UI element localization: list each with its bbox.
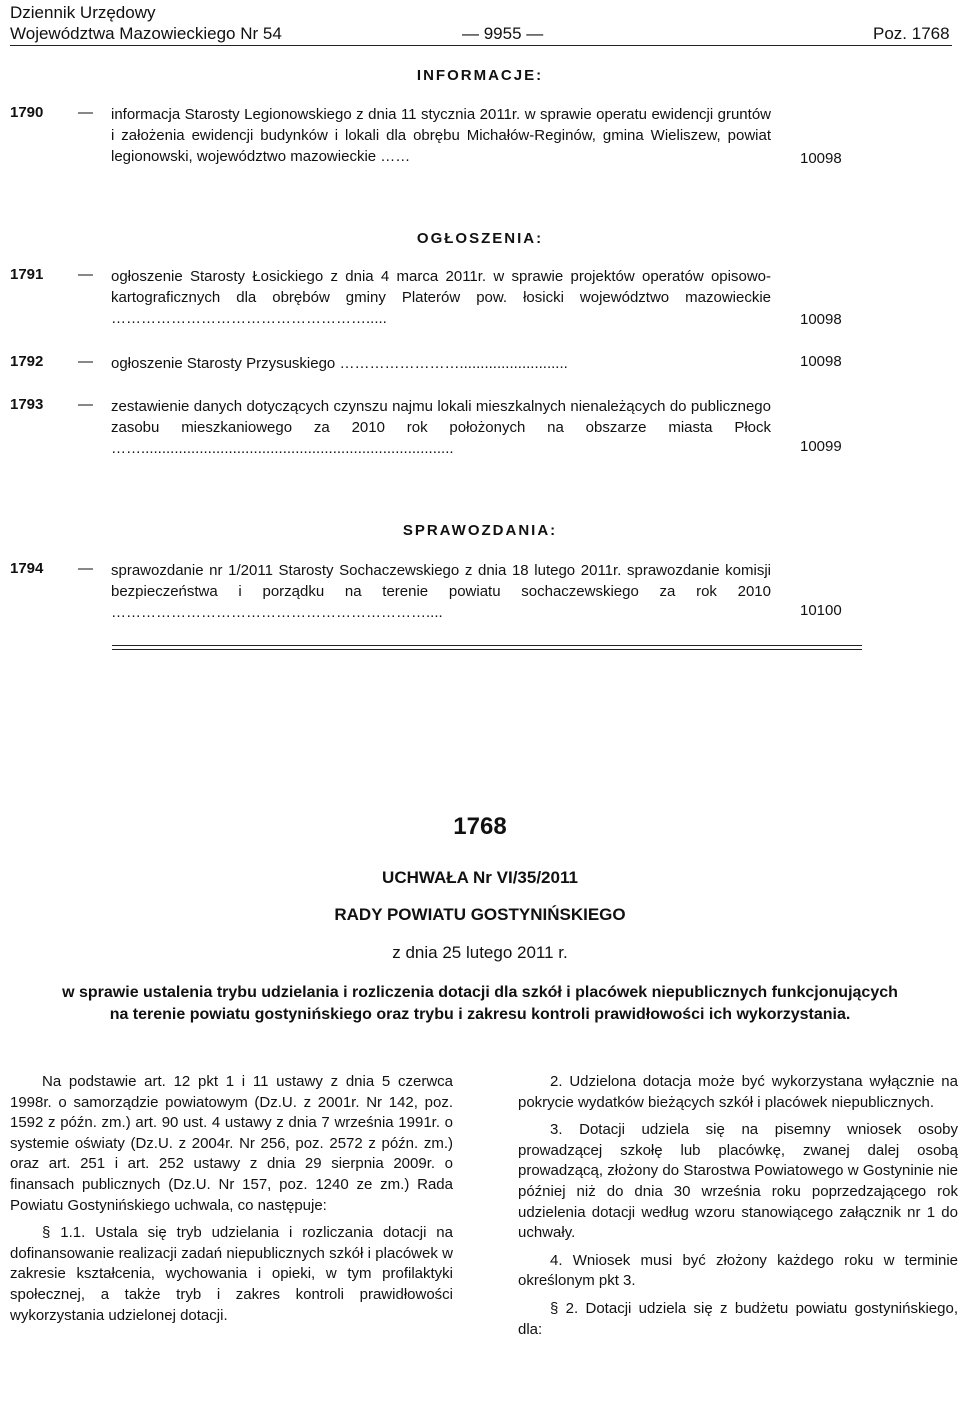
section-divider-top	[112, 645, 862, 646]
act-position-number: 1768	[453, 813, 507, 840]
header-rule	[10, 45, 952, 46]
entry-number: 1794	[10, 560, 44, 577]
section-heading-ogloszenia: OGŁOSZENIA:	[416, 230, 544, 247]
act-date: z dnia 25 lutego 2011 r.	[392, 943, 568, 962]
entry-number: 1790	[10, 104, 44, 121]
entry-page[interactable]: 10100	[800, 602, 842, 619]
page-number: — 9955 —	[462, 24, 544, 43]
left-column	[10, 1072, 453, 1333]
entry-dash: —	[78, 266, 93, 283]
entry-number: 1792	[10, 353, 44, 370]
entry-dash: —	[78, 396, 93, 413]
journal-title-line2: Województwa Mazowieckiego Nr 54	[10, 24, 282, 43]
entry-page[interactable]: 10098	[800, 353, 842, 370]
paragraph-1-1: § 1.1. Ustala się tryb udzielania i rozliczania dotacji na dofinansowanie realizacji zadań niepublicznych szkół i placówek w zakresie kształcenia, wychowania i opieki, w tym profilaktyki społecznej, a także tryb i zakres kontroli prawidłowości wykorzystania udzielonej dotacji.	[10, 1224, 453, 1324]
entry-text[interactable]: sprawozdanie nr 1/2011 Starosty Sochaczewskiego z dnia 18 lutego 2011r. sprawozdanie komisji bezpieczeństwa i porządku na terenie powiatu sochaczewskiego za rok 2010 ………………………………………………………....	[111, 562, 771, 621]
preamble-paragraph: Na podstawie art. 12 pkt 1 i 11 ustawy z dnia 5 czerwca 1998r. o samorządzie powiatowym (Dz.U. z 2001r. Nr 142, poz. 1592 z późn. zm.) art. 90 ust. 4 ustawy z dnia 7 września 1991r. o systemie oświaty (Dz.U. z 2004r. Nr 256, poz. 2572 z późn. zm.) oraz art. 251 i art. 252 ustawy z dnia 29 sierpnia 2009r. o finansach publicznych (Dz.U. Nr 157, poz. 1240 ze zm.) Rada Powiatu Gostynińskiego uchwala, co następuje:	[10, 1073, 453, 1214]
entry-number: 1793	[10, 396, 44, 413]
entry-text[interactable]: informacja Starosty Legionowskiego z dnia 11 stycznia 2011r. w sprawie operatu ewidencji gruntów i założenia ewidencji budynków i lokali dla obrębu Michałów-Reginów, gmina Wieliszew, powiat legionowski, województwo mazowieckie ……	[111, 106, 771, 165]
entry-number: 1791	[10, 266, 44, 283]
section-heading-informacje: INFORMACJE:	[416, 67, 544, 84]
right-column	[518, 1072, 958, 1347]
position-number: Poz. 1768	[873, 24, 950, 43]
entry-text[interactable]: ogłoszenie Starosty Przysuskiego ……………………..........................	[111, 355, 568, 372]
act-title: UCHWAŁA Nr VI/35/2011	[382, 868, 578, 887]
entry-page[interactable]: 10098	[800, 311, 842, 328]
entry-page[interactable]: 10098	[800, 150, 842, 167]
act-subject: w sprawie ustalenia trybu udzielania i rozliczenia dotacji dla szkół i placówek niepublicznych funkcjonujących na terenie powiatu gostynińskiego oraz trybu i zakresu kontroli prawidłowości ich wykorzystania.	[62, 984, 898, 1023]
entry-dash: —	[78, 353, 93, 370]
entry-dash: —	[78, 104, 93, 121]
entry-dash: —	[78, 560, 93, 577]
entry-page[interactable]: 10099	[800, 438, 842, 455]
paragraph-1-4: 4. Wniosek musi być złożony każdego roku w terminie określonym pkt 3.	[518, 1251, 958, 1290]
act-issuing-body: RADY POWIATU GOSTYNIŃSKIEGO	[334, 905, 626, 924]
paragraph-1-3: 3. Dotacji udziela się na pisemny wniosek osoby prowadzącej szkołę lub placówkę, zwanej dalej osobą prowadzącą, złożony do Starostwa Powiatowego w Gostyninie nie później niż do dnia 30 września roku poprzedzającego rok udzielenia dotacji według wzoru stanowiącego załącznik nr 1 do uchwały.	[518, 1121, 958, 1242]
section-heading-sprawozdania: SPRAWOZDANIA:	[402, 522, 558, 539]
paragraph-1-2: 2. Udzielona dotacja może być wykorzystana wyłącznie na pokrycie wydatków bieżących szkół i placówek niepublicznych.	[518, 1073, 958, 1111]
entry-text[interactable]: ogłoszenie Starosty Łosickiego z dnia 4 marca 2011r. w sprawie projektów operatów opisowo-kartograficznych dla obrębów gminy Platerów pow. łosicki województwo mazowieckie …………………………………………….....	[111, 268, 771, 327]
entry-text[interactable]: zestawienie danych dotyczących czynszu najmu lokali mieszkalnych nienależących do publicznego zasobu mieszkaniowego za 2010 rok położonych na obszarze miasta Płock ……...........................................................................	[111, 398, 771, 457]
paragraph-2: § 2. Dotacji udziela się z budżetu powiatu gostynińskiego, dla:	[518, 1299, 958, 1338]
section-divider-bottom	[112, 649, 862, 650]
journal-title-line1: Dziennik Urzędowy	[10, 3, 156, 22]
